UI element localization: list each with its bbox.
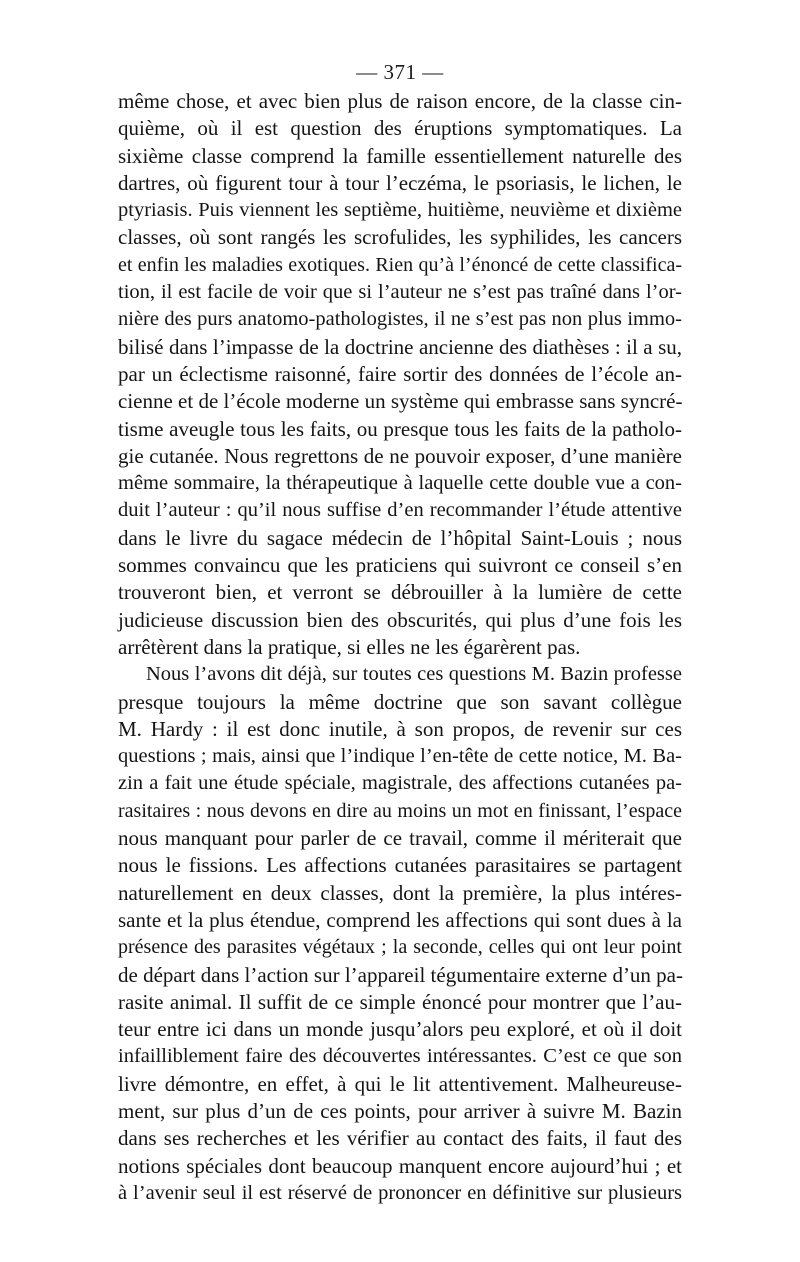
text-line: présence des parasites végétaux ; la seconde, celles qui ont leur point (118, 936, 682, 959)
text-line: tisme aveugle tous les faits, ou presque tous les faits de la patholo- (118, 416, 682, 441)
text-line: teur entre ici dans un monde jusqu’alors peu exploré, et où il doit (118, 1017, 682, 1042)
text-line: nous le fissions. Les affections cutanées parasitaires se partagent (118, 853, 682, 878)
text-line: par un éclectisme raisonné, faire sortir des données de l’école an- (118, 361, 682, 386)
text-line: dartres, où figurent tour à tour l’eczéma, le psoriasis, le lichen, le (118, 170, 682, 195)
text-line: trouveront bien, et verront se débrouiller à la lumière de cette (118, 580, 682, 605)
text-line: nous manquant pour parler de ce travail, comme il mériterait que (118, 826, 682, 851)
text-line: gie cutanée. Nous regrettons de ne pouvoir exposer, d’une manière (118, 443, 682, 468)
text-line: livre démontre, en effet, à qui le lit attentivement. Malheureuse- (118, 1071, 682, 1096)
paragraph-end-line: arrêtèrent dans la pratique, si elles ne les égarèrent pas. (118, 634, 581, 659)
page-number: — 371 — (356, 60, 444, 84)
text-line: naturellement en deux classes, dont la première, la plus intéres- (118, 880, 682, 905)
text-line: rasite animal. Il suffit de ce simple énoncé pour montrer que l’au- (118, 989, 682, 1014)
text-line: duit l’auteur : qu’il nous suffise d’en recommander l’étude attentive (118, 499, 682, 522)
text-line: de départ dans l’action sur l’appareil tégumentaire externe d’un pa- (118, 962, 684, 987)
text-line: ptyriasis. Puis viennent les septième, huitième, neuvième et dixième (118, 199, 682, 222)
text-line: infailliblement faire des découvertes intéressantes. C’est ce que son (118, 1045, 682, 1068)
text-line: sante et la plus étendue, comprend les affections qui sont dues à la (118, 907, 682, 932)
text-line: sixième classe comprend la famille essentiellement naturelle des (118, 143, 682, 168)
text-line: quième, où il est question des éruptions symptomatiques. La (118, 116, 682, 141)
text-line: à l’avenir seul il est réservé de prononcer en définitive sur plusieurs (118, 1181, 682, 1204)
text-line: même sommaire, la thérapeutique à laquelle cette double vue a con- (118, 472, 682, 495)
text-line: classes, où sont rangés les scrofulides, les syphilides, les cancers (118, 225, 682, 250)
text-line: rasitaires : nous devons en dire au moins un mot en finissant, l’espace (118, 799, 682, 822)
text-line: bilisé dans l’impasse de la doctrine ancienne des diathèses : il a su, (118, 334, 682, 359)
text-line: dans ses recherches et les vérifier au contact des faits, il faut des (118, 1126, 682, 1151)
text-line: judicieuse discussion bien des obscurités, qui plus d’une fois les (118, 607, 682, 632)
paragraph-start-line: Nous l’avons dit déjà, sur toutes ces questions M. Bazin professe (146, 663, 682, 686)
text-line: M. Hardy : il est donc inutile, à son propos, de revenir sur ces (118, 716, 682, 741)
text-line: même chose, et avec bien plus de raison encore, de la classe cin- (118, 89, 682, 113)
text-line: notions spéciales dont beaucoup manquent encore aujourd’hui ; et (118, 1153, 682, 1178)
text-line: ment, sur plus d’un de ces points, pour arriver à suivre M. Bazin (118, 1098, 682, 1123)
text-line: questions ; mais, ainsi que l’indique l’en-tête de cette notice, M. Ba- (118, 745, 682, 768)
text-line: presque toujours la même doctrine que son savant collègue (118, 689, 682, 714)
text-line: tion, il est facile de voir que si l’auteur ne s’est pas traîné dans l’or- (118, 281, 682, 304)
body-text (118, 88, 682, 1207)
text-line: et enfin les maladies exotiques. Rien qu’à l’énoncé de cette classifica- (118, 253, 682, 276)
text-line: dans le livre du sagace médecin de l’hôpital Saint-Louis ; nous (118, 525, 682, 550)
text-line: cienne et de l’école moderne un système qui embrasse sans syncré- (118, 389, 683, 414)
text-line: zin a fait une étude spéciale, magistrale, des affections cutanées pa- (118, 772, 682, 795)
text-line: sommes convaincu que les praticiens qui suivront ce conseil s’en (118, 553, 682, 578)
text-line: nière des purs anatomo-pathologistes, il ne s’est pas non plus immo- (118, 308, 682, 331)
